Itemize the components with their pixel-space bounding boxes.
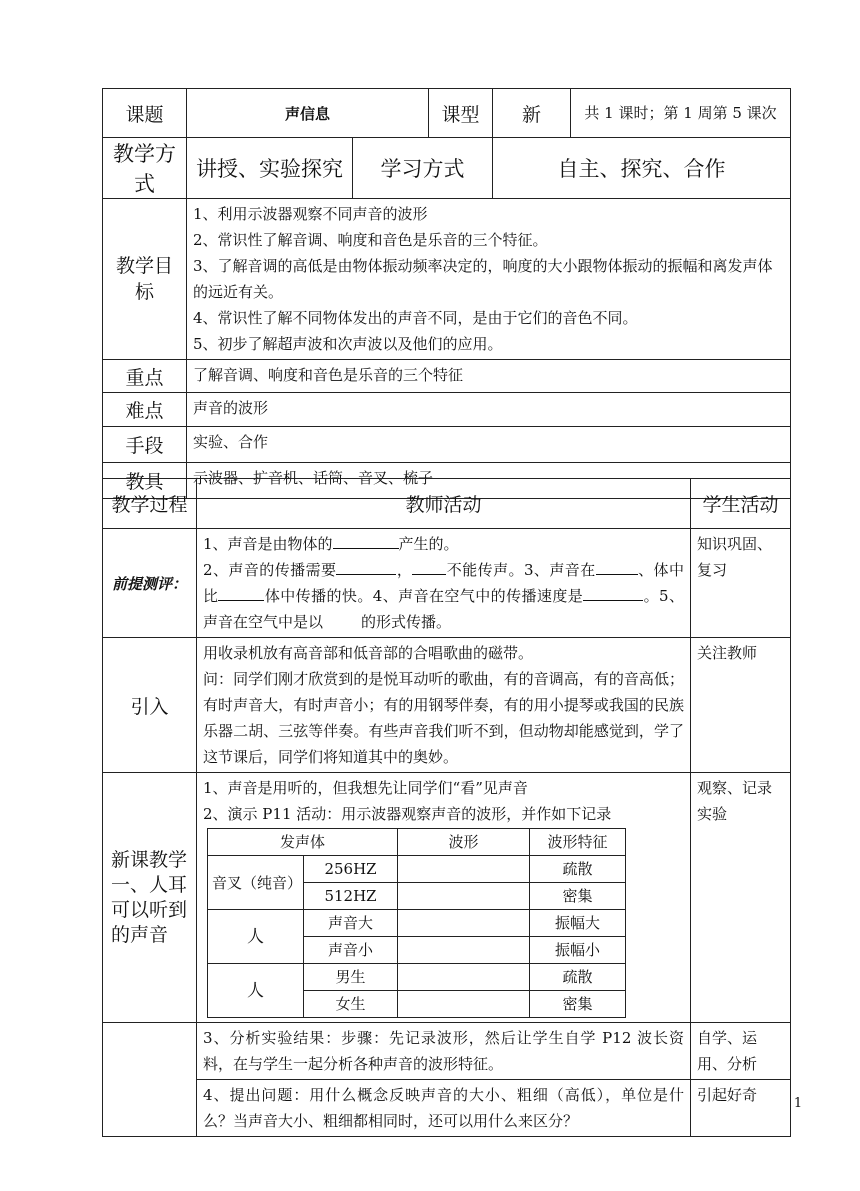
question-text: 4、提出问题：用什么概念反映声音的大小、粗细（高低），单位是什么？当声音大小、粗细都相同时，还可以用什么来区分？ <box>197 1080 691 1137</box>
objective-item: 5、初步了解超声波和次声波以及他们的应用。 <box>193 335 503 353</box>
blank-line <box>583 584 643 601</box>
group-person-gender: 人 <box>208 964 304 1018</box>
page-number: 1 <box>793 1096 803 1111</box>
col-feature: 波形特征 <box>530 829 626 856</box>
objective-item: 2、常识性了解音调、响度和音色是乐音的三个特征。 <box>193 231 548 249</box>
table-cell: 疏散 <box>530 964 626 991</box>
table-cell: 振幅大 <box>530 910 626 937</box>
objectives-label: 教学目标 <box>103 199 187 360</box>
difficulty-label: 难点 <box>103 393 187 427</box>
learn-method-value: 自主、探究、合作 <box>493 138 791 199</box>
lesson-info-table <box>102 88 791 499</box>
blank-line <box>336 558 396 575</box>
teach-method-value: 讲授、实验探究 <box>187 138 353 199</box>
newlesson-student: 观察、记录实验 <box>691 773 791 1023</box>
wave-cell <box>398 937 530 964</box>
process-col-header: 教学过程 <box>103 479 197 529</box>
type-label: 课型 <box>429 89 493 138</box>
pretest-questions: 1、声音是由物体的 产生的。 2、声音的传播需要 ， 不能传声。3、声音在 、体中比 体中传播的快。4、声音在空气中的传播速度是 。5、声音在空气中是以 的形式传播。 <box>197 529 691 638</box>
intro-label: 引入 <box>103 638 197 773</box>
table-cell: 密集 <box>530 991 626 1018</box>
learn-method-label: 学习方式 <box>353 138 493 199</box>
key-point-label: 重点 <box>103 360 187 393</box>
table-cell: 女生 <box>304 991 398 1018</box>
intro-student: 关注教师 <box>691 638 791 773</box>
table-cell: 512HZ <box>304 883 398 910</box>
group-person-loudness: 人 <box>208 910 304 964</box>
analysis-student: 自学、运用、分析 <box>691 1023 791 1080</box>
wave-cell <box>398 991 530 1018</box>
blank-line <box>333 532 399 549</box>
analysis-text: 3、分析实验结果：步骤：先记录波形，然后让学生自学 P12 波长资料，在与学生一起分析各种声音的波形特征。 <box>197 1023 691 1080</box>
group-tuning-fork: 音叉（纯音） <box>208 856 304 910</box>
teacher-col-header: 教师活动 <box>197 479 691 529</box>
empty-cell <box>103 1023 197 1080</box>
pretest-student: 知识巩固、复习 <box>691 529 791 638</box>
newlesson-content: 1、声音是用听的，但我想先让同学们“看”见声音 2、演示 P11 活动：用示波器观察声音的波形，并作如下记录 发声体 波形 波形特征 音叉（纯音） 256HZ 疏散 512HZ 密集 人 声音大 振幅大 声音小 振幅小 人 男生 疏散 女生 密集 <box>197 773 691 1023</box>
blank-line <box>596 558 638 575</box>
objective-item: 3、了解音调的高低是由物体振动频率决定的，响度的大小跟物体振动的振幅和离发声体的远近有关。 <box>193 257 773 301</box>
student-col-header: 学生活动 <box>691 479 791 529</box>
teaching-process-table <box>102 478 791 1137</box>
means-label: 手段 <box>103 427 187 463</box>
empty-cell <box>103 1080 197 1137</box>
table-cell: 声音小 <box>304 937 398 964</box>
col-wave: 波形 <box>398 829 530 856</box>
type-value: 新 <box>493 89 571 138</box>
col-source: 发声体 <box>208 829 398 856</box>
objective-item: 4、常识性了解不同物体发出的声音不同，是由于它们的音色不同。 <box>193 309 638 327</box>
wave-cell <box>398 856 530 883</box>
blank-line <box>412 558 446 575</box>
table-cell: 男生 <box>304 964 398 991</box>
table-cell: 密集 <box>530 883 626 910</box>
newlesson-label: 新课教学一、人耳可以听到的声音 <box>103 773 197 1023</box>
table-cell: 疏散 <box>530 856 626 883</box>
wave-cell <box>398 910 530 937</box>
pretest-label: 前提测评： <box>103 529 197 638</box>
question-student: 引起好奇 <box>691 1080 791 1137</box>
table-cell: 声音大 <box>304 910 398 937</box>
tools-label: 教具 <box>103 463 187 499</box>
tools-value: 示波器、扩音机、话筒、音叉、梳子 <box>187 463 791 499</box>
blank-line <box>218 584 264 601</box>
table-cell: 256HZ <box>304 856 398 883</box>
wave-cell <box>398 964 530 991</box>
wave-cell <box>398 883 530 910</box>
objective-item: 1、利用示波器观察不同声音的波形 <box>193 205 428 223</box>
means-value: 实验、合作 <box>187 427 791 463</box>
schedule-text: 共 1 课时；第 1 周第 5 课次 <box>571 89 791 138</box>
topic-value: 声信息 <box>187 89 429 138</box>
intro-text: 用收录机放有高音部和低音部的合唱歌曲的磁带。 问：同学们刚才欣赏到的是悦耳动听的歌曲，有的音调高，有的音高低；有时声音大，有时声音小；有的用钢琴伴奏，有的用小提琴或我国的民族乐器二胡、三弦等伴奏。有些声音我们听不到，但动物却能感觉到，学了这节课后，同学们将知道其中的奥妙。 <box>197 638 691 773</box>
topic-label: 课题 <box>103 89 187 138</box>
key-point-value: 了解音调、响度和音色是乐音的三个特征 <box>187 360 791 393</box>
waveform-record-table <box>207 828 626 1018</box>
table-cell: 振幅小 <box>530 937 626 964</box>
difficulty-value: 声音的波形 <box>187 393 791 427</box>
objectives-list <box>187 199 791 360</box>
teach-method-label: 教学方式 <box>103 138 187 199</box>
